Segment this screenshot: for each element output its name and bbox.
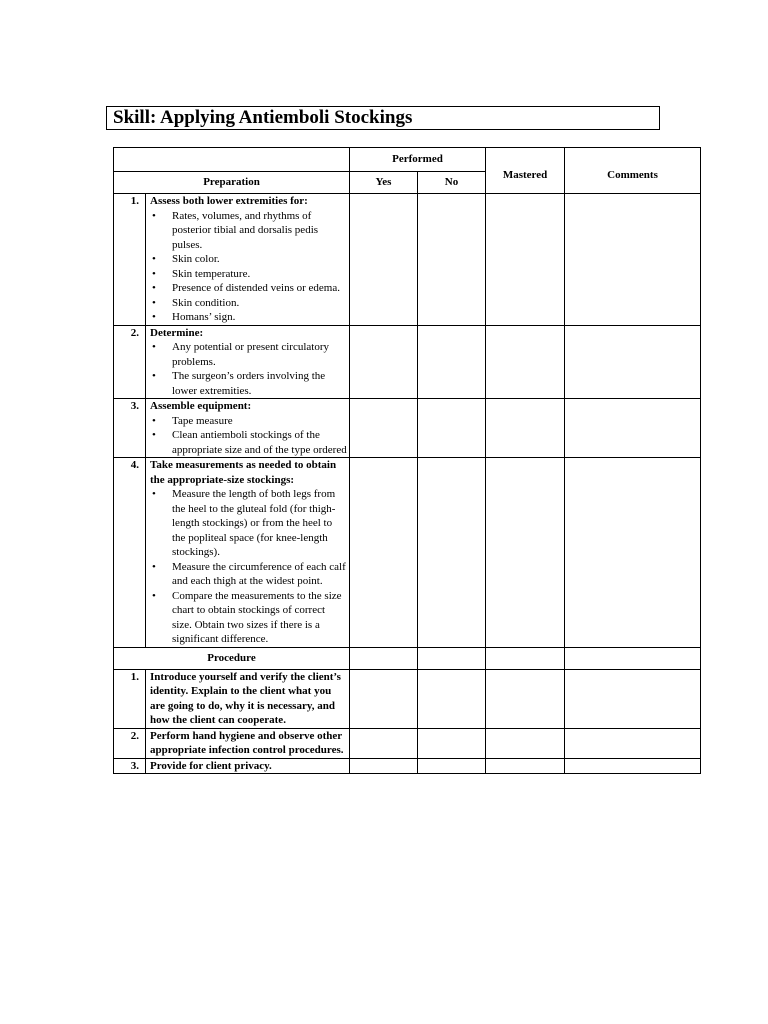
no-cell[interactable]: [418, 647, 486, 669]
step-bullet: • Tape measure: [172, 414, 347, 429]
step-number: 4.: [114, 458, 146, 648]
comments-cell[interactable]: [565, 669, 701, 728]
header-blank-cell: [114, 148, 350, 172]
checklist-row: [114, 458, 701, 648]
step-description: [146, 194, 350, 326]
step-description: [146, 325, 350, 399]
step-number: 1.: [114, 194, 146, 326]
step-heading: Introduce yourself and verify the client’s identity. Explain to the client what you are going to do, why it is necessary, and how the client can cooperate.: [150, 670, 341, 726]
comments-header: Comments: [565, 148, 701, 194]
yes-cell[interactable]: [350, 325, 418, 399]
step-heading: Take measurements as needed to obtain the appropriate-size stockings:: [150, 459, 337, 486]
step-description: [146, 758, 350, 774]
checklist-row: [114, 728, 701, 758]
mastered-header: Mastered: [486, 148, 565, 194]
checklist-row: [114, 194, 701, 326]
step-heading: Perform hand hygiene and observe other appropriate infection control procedures.: [150, 729, 344, 756]
step-bullet: • Clean antiemboli stockings of the appropriate size and of the type ordered: [172, 428, 347, 457]
step-bullet: • Measure the circumference of each calf and each thigh at the widest point.: [172, 560, 347, 589]
step-bullet: • Skin temperature.: [172, 267, 347, 282]
step-number: 3.: [114, 758, 146, 774]
yes-cell[interactable]: [350, 194, 418, 326]
comments-cell[interactable]: [565, 325, 701, 399]
step-bullet-list: [150, 487, 347, 647]
mastered-cell[interactable]: [486, 647, 565, 669]
comments-cell[interactable]: [565, 647, 701, 669]
step-description: [146, 458, 350, 648]
step-heading: Determine:: [150, 326, 204, 339]
step-number: 3.: [114, 399, 146, 458]
step-bullet-list: [150, 340, 347, 398]
step-bullet-list: [150, 209, 347, 325]
procedure-header: Procedure: [114, 647, 350, 669]
step-heading: Provide for client privacy.: [150, 759, 272, 772]
mastered-cell[interactable]: [486, 758, 565, 774]
preparation-header: Preparation: [114, 172, 350, 194]
skills-checklist-table: [113, 147, 701, 774]
checklist-row: [114, 399, 701, 458]
step-bullet: • Compare the measurements to the size chart to obtain stockings of correct size. Obtain two sizes if there is a significant difference.: [172, 589, 347, 647]
mastered-cell[interactable]: [486, 194, 565, 326]
no-cell[interactable]: [418, 758, 486, 774]
mastered-cell[interactable]: [486, 669, 565, 728]
comments-cell[interactable]: [565, 728, 701, 758]
no-header: No: [418, 172, 486, 194]
step-bullet: • The surgeon’s orders involving the lower extremities.: [172, 369, 347, 398]
yes-cell[interactable]: [350, 399, 418, 458]
procedure-section-row: [114, 647, 701, 669]
yes-cell[interactable]: [350, 647, 418, 669]
comments-cell[interactable]: [565, 194, 701, 326]
skill-title: Skill: Applying Antiemboli Stockings: [106, 106, 660, 130]
yes-cell[interactable]: [350, 728, 418, 758]
step-number: 1.: [114, 669, 146, 728]
mastered-cell[interactable]: [486, 728, 565, 758]
step-description: [146, 728, 350, 758]
no-cell[interactable]: [418, 194, 486, 326]
step-heading: Assess both lower extremities for:: [150, 195, 308, 207]
yes-header: Yes: [350, 172, 418, 194]
comments-cell[interactable]: [565, 458, 701, 648]
no-cell[interactable]: [418, 399, 486, 458]
performed-header: Performed: [350, 148, 486, 172]
checklist-row: [114, 758, 701, 774]
checklist-row: [114, 325, 701, 399]
step-bullet: • Skin condition.: [172, 296, 347, 311]
yes-cell[interactable]: [350, 458, 418, 648]
step-bullet: • Rates, volumes, and rhythms of posterior tibial and dorsalis pedis pulses.: [172, 209, 347, 253]
no-cell[interactable]: [418, 669, 486, 728]
step-description: [146, 669, 350, 728]
yes-cell[interactable]: [350, 758, 418, 774]
no-cell[interactable]: [418, 325, 486, 399]
step-bullet: • Homans’ sign.: [172, 310, 347, 325]
mastered-cell[interactable]: [486, 325, 565, 399]
step-bullet: • Skin color.: [172, 252, 347, 267]
step-description: [146, 399, 350, 458]
step-heading: Assemble equipment:: [150, 400, 252, 412]
step-number: 2.: [114, 728, 146, 758]
step-bullet: • Measure the length of both legs from the heel to the gluteal fold (for thigh-length stockings) or from the heel to the popliteal space (for knee-length stockings).: [172, 487, 347, 560]
checklist-row: [114, 669, 701, 728]
comments-cell[interactable]: [565, 758, 701, 774]
step-number: 2.: [114, 325, 146, 399]
header-row-top: [114, 148, 701, 172]
mastered-cell[interactable]: [486, 458, 565, 648]
yes-cell[interactable]: [350, 669, 418, 728]
mastered-cell[interactable]: [486, 399, 565, 458]
comments-cell[interactable]: [565, 399, 701, 458]
no-cell[interactable]: [418, 458, 486, 648]
no-cell[interactable]: [418, 728, 486, 758]
step-bullet-list: [150, 414, 347, 458]
step-bullet: • Any potential or present circulatory problems.: [172, 340, 347, 369]
step-bullet: • Presence of distended veins or edema.: [172, 281, 347, 296]
